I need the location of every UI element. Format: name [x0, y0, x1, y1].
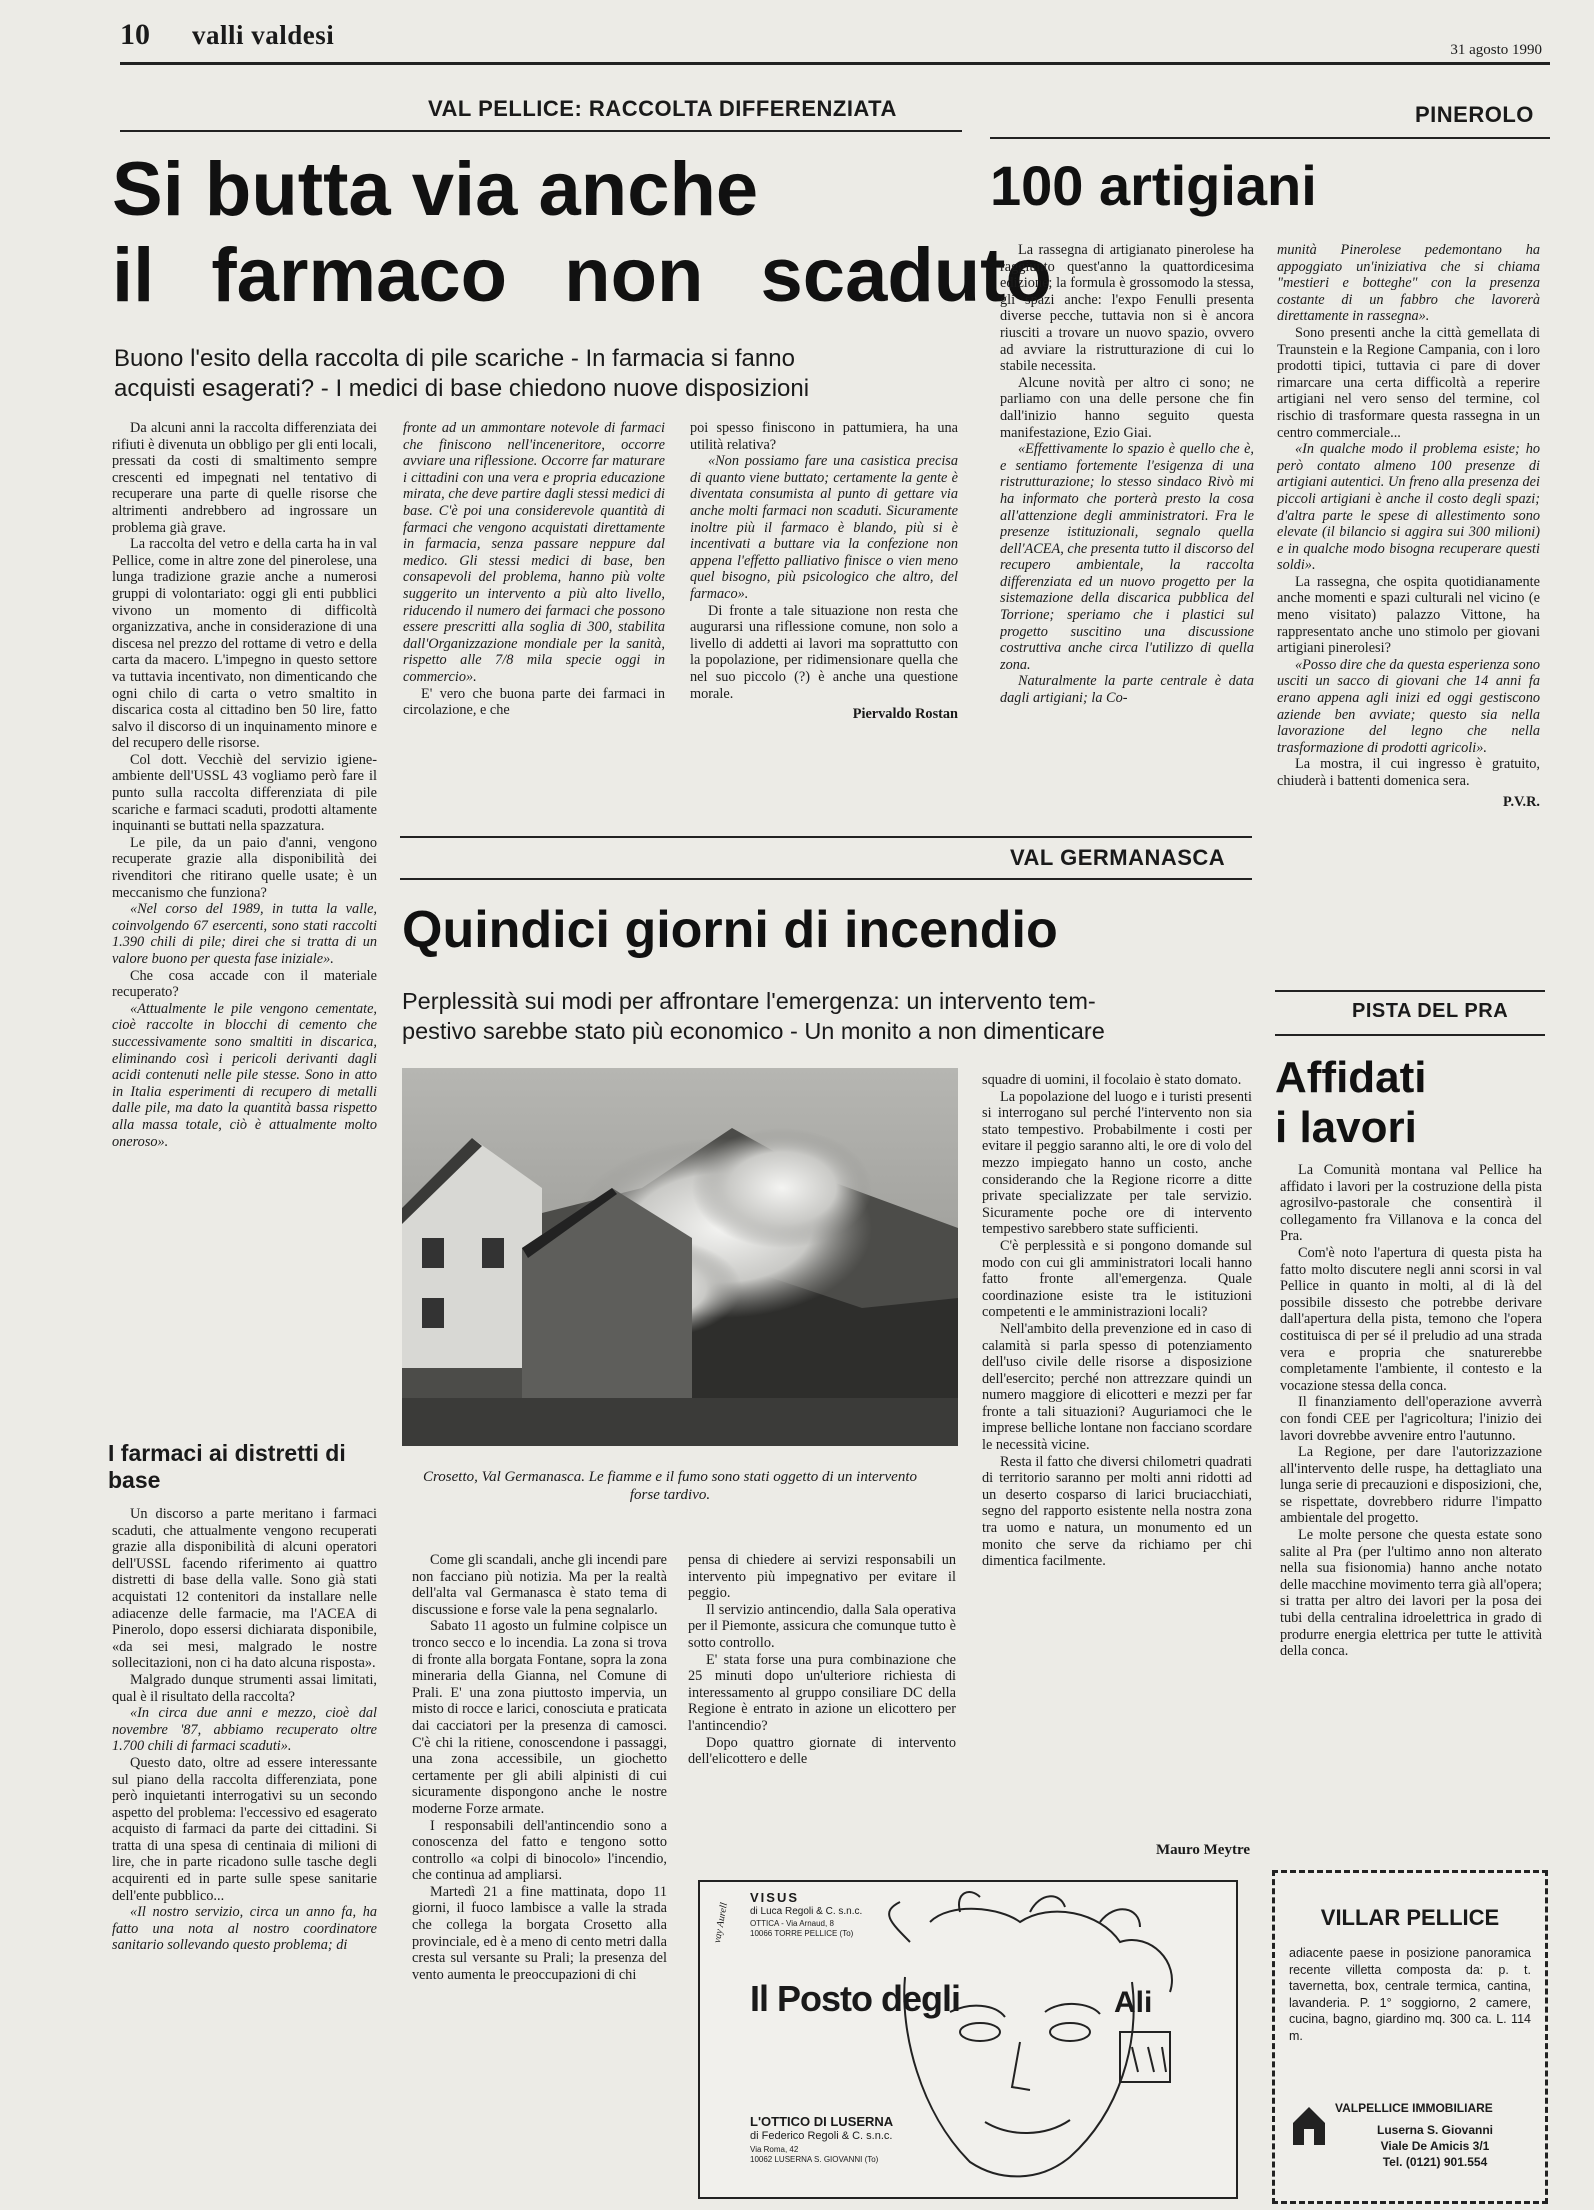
paragraph: «Posso dire che da questa esperienza sono usciti un sacco di giovani che 14 anni fa erano appena agli inizi ed oggi gestiscono aziende ben avviate; questo sia nella lavorazione del legno che nella trasformazione di prodotti agricoli».: [1277, 656, 1540, 756]
paragraph: Le pile, da un paio d'anni, vengono recuperate grazie alla disponibilità dei rivenditori che ritirano quelle usate; è un meccanismo che funziona?: [112, 834, 377, 901]
farmaco-col3-body: [690, 420, 958, 702]
paragraph: Malgrado dunque strumenti assai limitati, qual è il risultato della raccolta?: [112, 1671, 377, 1705]
paragraph: La mostra, il cui ingresso è gratuito, chiuderà i battenti domenica sera.: [1277, 756, 1540, 789]
pista-col-body: [1280, 1162, 1542, 1660]
kicker-rule-left: [120, 130, 962, 132]
paragraph: Che cosa accade con il materiale recuperato?: [112, 967, 377, 1001]
ad-villar-address-1: Luserna S. Giovanni: [1376, 2123, 1494, 2137]
headline-incendio: Quindici giorni di incendio: [402, 901, 1058, 959]
artigiani-column-1: [1000, 242, 1254, 827]
paragraph: Il servizio antincendio, dalla Sala operativa per il Piemonte, assicura che comunque tutto è sotto controllo.: [688, 1601, 956, 1651]
paragraph: I responsabili dell'antincendio sono a conoscenza del fatto e tengono sotto controllo «a colpi di binocolo» l'incendio, che continua ad ampliarsi.: [412, 1817, 667, 1884]
photo-illustration: [402, 1068, 958, 1446]
incendio-column-a: [412, 1552, 667, 2207]
paragraph: Come gli scandali, anche gli incendi pare non facciano più notizia. Ma per la realtà dell'alta val Germanasca è stato tema di discussione e forse vale la pena segnalarlo.: [412, 1552, 667, 1618]
signature-meytre: Mauro Meytre: [1156, 1842, 1250, 1858]
farmaco-column-1b: [112, 1506, 377, 2206]
ad-visus-brand: VISUS: [750, 1890, 800, 1905]
ad-visus-line1: di Luca Regoli & C. s.n.c.: [750, 1906, 863, 1917]
ad-visus-shop-line2: Via Roma, 42: [750, 2145, 799, 2154]
ad-visus-line2: OTTICA - Via Arnaud, 8: [750, 1919, 834, 1928]
farmaco-col1b-body: [112, 1506, 377, 1954]
paragraph: «Nel corso del 1989, in tutta la valle, coinvolgendo 67 esercenti, sono stati raccolti 1.390 chili di pile; direi che si tratta di un valore buono per questa fase iniziale».: [112, 901, 377, 967]
germanasca-top-rule: [400, 836, 1252, 838]
paragraph: munità Pinerolese pedemontano ha appoggiato un'iniziativa che si chiama "mestieri e botteghe" con la presenza costante di un fabbro che lavorerà direttamente in rassegna».: [1277, 242, 1540, 325]
artigiani-col1-body: [1000, 242, 1254, 707]
ad-visus-slogan-ali: Ali: [1114, 1986, 1153, 2019]
paragraph: La popolazione del luogo e i turisti presenti si interrogano sul perché l'intervento non sia stato tempestivo. Probabilmente i costi per evitare il peggio saranno alti, le ore di volo del mezzo impiegato hanno un costo, anche considerando che la Regione ricorre a ditte private specializzate per tale servizio. Sicuramente poche ore di intervento tempestivo sarebbero state sufficienti.: [982, 1088, 1252, 1238]
paragraph: Di fronte a tale situazione non resta che augurarsi una riflessione comune, non solo a livello di addetti ai lavori ma soprattutto con la popolazione, per ridimensionare quella che nel suo piccolo (?) è anche una questione morale.: [690, 602, 958, 702]
paragraph: Un discorso a parte meritano i farmaci scaduti, che attualmente vengono recuperati grazie alla disponibilità di alcuni operatori dell'USSL facendo riferimento ai quattro distretti di base della valle. Sono già stati acquistati 12 contenitori da installare nelle adiacenze delle farmacie, ma l'ACEA di Pinerolo, dopo essersi dichiarata disponibile, «da sei mesi, malgrado le nostre sollecitazioni, non ci ha dato alcuna risposta».: [112, 1506, 377, 1672]
pista-rule: [1275, 1034, 1545, 1036]
ad-villar-address-2: Viale De Amicis 3/1: [1380, 2139, 1490, 2153]
ad-villar-phone: Tel. (0121) 901.554: [1382, 2155, 1488, 2169]
paragraph: E' stata forse una pura combinazione che 25 minuti dopo un'ulteriore richiesta di interessamento al gruppo consiliare DC della Regione è entrato in azione un elicottero per l'antincendio?: [688, 1651, 956, 1734]
paragraph: Le molte persone che questa estate sono salite al Pra (per l'ultimo anno non alterato nella sua fisionomia) hanno anche notato delle macchine movimento terra già all'opera; si tratta per altro dei lavori per la posa dei tubi della centralina idroelettrica in grado di produrre energia elettrica per tutte le attività della conca.: [1280, 1527, 1542, 1660]
farmaco-col1-body: [112, 420, 377, 1150]
pista-top-rule: [1275, 990, 1545, 992]
farmaco-col2-body: [403, 420, 665, 719]
ad-visus-artist: vay Aurell: [712, 1901, 730, 1944]
farmaco-subhead: I farmaci ai distretti di base: [108, 1440, 346, 1493]
paragraph: C'è perplessità e si pongono domande sul modo con cui gli amministratori locali hanno fatto fronte all'emergenza. Quale coordinazione esiste tra le istituzioni competenti e le amministrazioni locali?: [982, 1237, 1252, 1321]
paragraph: Nell'ambito della prevenzione ed in caso di calamità si parla spesso di potenziamento dell'uso civile delle risorse a disposizione dell'esercito; perché non attrezzare quindi un numero maggiore di elicotteri e mezzi per far fronte a tali situazioni? Auguriamoci che le imprese belliche lontane non facciano scordare le necessità vicine.: [982, 1320, 1252, 1454]
paragraph: Questo dato, oltre ad essere interessante sul piano della raccolta differenziata, pone però inquietanti interrogativi su un secondo aspetto del problema: l'eccessivo ed esagerato acquisto di farmaci da parte dei cittadini. Si tratta di una spesa di centinaia di milioni di lire, che in parte ricadono sulle tasche degli acquirenti ed in parte sulle spese sanitarie dell'ente pubblico...: [112, 1754, 377, 1904]
kicker-rule-right: [990, 137, 1550, 139]
headline-farmaco-line2: il farmaco non scaduto: [112, 233, 1052, 318]
ad-visus-shop-line1: di Federico Regoli & C. s.n.c.: [750, 2130, 893, 2142]
paragraph: Alcune novità per altro ci sono; ne parliamo con una delle persone che fin dall'inizio hanno seguito questa manifestazione, Ezio Giai.: [1000, 374, 1254, 441]
paragraph: La rassegna di artigianato pinerolese ha raggiunto quest'anno la quattordicesima edizione; la formula è grossomodo la stessa, gli spazi anche: l'expo Fenulli presenta diverse pecche, tuttavia non si è ancora riusciti a trovare un nuovo spazio, ovvero ad avviare la ristrutturazione di cui lo stabile necessita.: [1000, 242, 1254, 375]
paragraph: Sabato 11 agosto un fulmine colpisce un tronco secco e lo incendia. La zona si trova di fronte alla borgata Fontane, sopra la zona mineraria della Gianna, nel Comune di Prali. E' una zona piuttosto impervia, un misto di rocce e larici, conosciuta e praticata dai cacciatori per la presenza di camosci. C'è chi la ritiene, conoscendone i passaggi, una zona accessibile, un giochetto certamente per gli abili alpinisti di cui sicuramente dispongono anche le nostre moderne Forze armate.: [412, 1618, 667, 1817]
paper-name: valli valdesi: [192, 20, 335, 50]
headline-pista-line1: Affidati: [1275, 1053, 1427, 1102]
masthead-rule: [120, 62, 1550, 65]
ad-villar-pellice: [1272, 1870, 1548, 2204]
paragraph: La raccolta del vetro e della carta ha in val Pellice, come in altre zone del pinerolese, una lunga tradizione grazie anche a numerosi gruppi di volontariato: oggi gli enti pubblici vivono un momento di difficoltà organizzativa, anche in considerazione di una discesa nel prezzo del rottame di vetro e della carta da macero. L'impegno in questo settore va tuttavia incentivato, non dimenticando che ogni chilo di carta o vetro smaltito in discarica costa al cittadino ben 50 lire, fatto salvo il discorso di un inquinamento minore e del recupero delle risorse.: [112, 536, 377, 752]
incendio-colC-body: [982, 1072, 1252, 1570]
paragraph: Il finanziamento dell'operazione avverrà con fondi CEE per l'agricoltura; l'inizio dei lavori dovrebbe avvenire entro l'autunno.: [1280, 1394, 1542, 1444]
paragraph: E' vero che buona parte dei farmaci in circolazione, e che: [403, 685, 665, 719]
paragraph: Naturalmente la parte centrale è data dagli artigiani; la Co-: [1000, 673, 1254, 707]
ad-visus-slogan-text: Il Posto degli: [750, 1978, 961, 2019]
house-key-icon: [1289, 2101, 1329, 2152]
ad-visus-slogan: [750, 1978, 960, 2020]
paragraph: «Non possiamo fare una casistica precisa di quanto viene buttato; certamente la gente è diventata consumista al punto di gettare via anche molti farmaci non scaduti. Sicuramente inoltre più il farmaco è blando, più si è incentivati a buttare via la confezione non appena l'effetto palliativo finisce o vien meno quel bisogno, più psicologico che altro, del farmaco».: [690, 453, 958, 602]
ad-villar-title: VILLAR PELLICE: [1320, 1905, 1500, 1930]
paragraph: Martedì 21 a fine mattinata, dopo 11 giorni, il fuoco lambisce a valle la strada che collega la borgata Crosetto alla provinciale, ed è a meno di cento metri dalla cresta sul versante su Prali; la presenza del vento aumenta le preoccupazioni di chi: [412, 1883, 667, 1983]
paragraph: «In qualche modo il problema esiste; ho però contato almeno 100 presenze di artigiani autentici. Un freno alla presenza dei piccoli artigiani è anche il costo degli spazi; d'altra parte le spese di allestimento sono elevate (il bilancio si aggira sui 300 milioni) e in qualche modo bisogna recuperare questi soldi».: [1277, 441, 1540, 574]
paragraph: Col dott. Vecchiè del servizio igiene-ambiente dell'USSL 43 vogliamo però fare il punto sulla raccolta differenziata di pile scariche e farmaci scaduti, prodotti altamente inquinanti se buttati nella spazzatura.: [112, 751, 377, 835]
ad-visus-line3: 10066 TORRE PELLICE (To): [750, 1929, 854, 1938]
paragraph: squadre di uomini, il focolaio è stato domato.: [982, 1072, 1242, 1088]
headline-artigiani: 100 artigiani: [990, 154, 1317, 217]
headline-pista-line2: i lavori: [1275, 1103, 1417, 1152]
ad-visus-shop: L'OTTICO DI LUSERNA: [750, 2114, 894, 2129]
masthead: [120, 14, 1550, 58]
paragraph: La Comunità montana val Pellice ha affidato i lavori per la costruzione della pista agrosilvo-pastorale che consentirà il collegamento fra Villanova e la conca del Pra.: [1280, 1162, 1542, 1245]
incendio-colB-body: [688, 1552, 956, 1768]
incendio-column-b: [688, 1552, 956, 1812]
page-number: 10: [120, 18, 150, 51]
photo-caption: Crosetto, Val Germanasca. Le fiamme e il fumo sono stati oggetto di un intervento forse tardivo.: [423, 1469, 917, 1503]
farmaco-column-2: [403, 420, 665, 820]
issue-date: 31 agosto 1990: [1450, 42, 1542, 58]
paragraph: «Effettivamente lo spazio è quello che è, e sentiamo fortemente l'esigenza di una ristrutturazione; lo stesso sindaco Rivò mi ha informato che porterà presto la cosa all'attenzione degli amministratori. Fra le presenze istituzionali, segnalo quella dell'ACEA, che presenta tutto il discorso del recupero ambientale, la raccolta differenziata ed un nuovo progetto per la sistemazione della discarica pubblica del Torrione; speriamo che i plastici sul progetto suscitino una discussione costruttiva anche circa l'utilizzo di quella zona.: [1000, 441, 1254, 673]
paragraph: La rassegna, che ospita quotidianamente anche momenti e spazi culturali nel vicino (e meno visitato) palazzo Vittone, ha rappresentato anche uno stimolo per giovani artigiani pinerolesi?: [1277, 573, 1540, 657]
paragraph: «In circa due anni e mezzo, cioè dal novembre '87, abbiamo recuperato oltre 1.700 chili di farmaci scaduti».: [112, 1705, 377, 1755]
incendio-colA-body: [412, 1552, 667, 1983]
artigiani-column-2: [1277, 242, 1540, 982]
section-kicker-val-pellice: VAL PELLICE: RACCOLTA DIFFERENZIATA: [428, 96, 897, 121]
ad-visus: [698, 1880, 1238, 2199]
germanasca-rule: [400, 878, 1252, 880]
section-kicker-val-germanasca: VAL GERMANASCA: [1010, 845, 1226, 870]
signature-rostan: Piervaldo Rostan: [852, 706, 958, 723]
artigiani-col2-body: [1277, 242, 1540, 790]
paragraph: fronte ad un ammontare notevole di farmaci che finiscono nell'inceneritore, occorre avviare una riflessione. Occorre far maturare i cittadini con una vera e propria educazione mirata, che deve partire dagli stessi medici di base. C'è poi una considerevole quantità di farmaci che vengono acquistati direttamente in farmacia, senza passare neppure dal medico. Gli stessi medici di base, ben consapevoli del problema, hanno più volte suggerito un intervento a più alto livello, riducendo il numero dei farmaci che possono essere prescritti alla soglia di 300, stabilita dall'Organizzazione mondiale per la sanità, rispetto alle 7/8 mila specie oggi in commercio».: [403, 420, 665, 685]
headline-farmaco-line1: Si butta via anche: [112, 147, 759, 232]
paragraph: «Il nostro servizio, circa un anno fa, ha fatto una nota al nostro coordinatore sanitario sollevando questo problema; di: [112, 1904, 377, 1954]
farmaco-column-3: [690, 420, 958, 820]
paragraph: Resta il fatto che diversi chilometri quadrati di territorio saranno per molti anni ridotti ad un deserto cosparso di larici bruciacchiati, segno del rapporto esistente nella nostra zona tra uomo e natura, un monumento ed un monito che serve da richiamo per chi dimentica facilmente.: [982, 1453, 1252, 1570]
paragraph: Sono presenti anche la città gemellata di Traunstein e la Regione Campania, con i loro prodotti tipici, tuttavia ci pare di dover rimarcare una certa difficoltà a reperire artigiani nel vero senso del termine, col rischio di trasformare questa rassegna in un centro commerciale...: [1277, 324, 1540, 441]
section-kicker-pista: PISTA DEL PRA: [1352, 1000, 1509, 1022]
paragraph: poi spesso finiscono in pattumiera, ha una utilità relativa?: [690, 420, 958, 453]
paragraph: «Attualmente le pile vengono cementate, cioè raccolte in blocchi di cemento che successivamente sono smaltiti in discarica, eliminando così i pericoli derivanti dagli acidi contenuti nelle pile stesse. Sono in atto in Italia esperimenti di recupero di metalli dalle pile, ma dato la quantità bassa rispetto alla massa totale, ciò è attualmente molto oneroso».: [112, 1000, 377, 1150]
ad-villar-agency: VALPELLICE IMMOBILIARE: [1335, 2101, 1493, 2115]
paragraph: Com'è noto l'apertura di questa pista ha fatto molto discutere negli anni scorsi in val Pellice in quanto in molti, al di là del possibile dissesto che potrebbe derivare dall'apertura della pista, temono che l'opera costituisca di per sé il preludio ad una strada vera e propria che snaturerebbe completamente l'ambiente, il contesto e la vocazione stessa della conca.: [1280, 1244, 1542, 1394]
photo-crosetto-fire: [402, 1068, 958, 1446]
pista-column: [1280, 1162, 1542, 1850]
paragraph: La Regione, per dare l'autorizzazione all'intervento delle ruspe, ha dettagliato una lunga serie di precauzioni e disposizioni, che, se rispettate, dovrebbero ridurre l'impatto ambientale del progetto.: [1280, 1444, 1542, 1527]
ad-villar-text: adiacente paese in posizione panoramica recente villetta composta da: p. t. tavernetta, box, centrale termica, cantina, lavanderia. P. 1° soggiorno, 2 camere, cucina, bagno, giardino mq. 300 ca. L. 114 m.: [1289, 1946, 1531, 2043]
farmaco-column-1: [112, 420, 377, 1420]
deck-farmaco-line2: acquisti esagerati? - I medici di base chiedono nuove disposizioni: [114, 375, 810, 402]
signature-pvr: P.V.R.: [1503, 793, 1540, 810]
paragraph: Da alcuni anni la raccolta differenziata dei rifiuti è divenuta un obbligo per gli enti locali, pressati da costi di smaltimento sempre crescenti ed impegnati nel tentativo di recuperare una parte di quelle risorse che altrimenti andrebbero ad ingrossare un problema già grave.: [112, 420, 377, 536]
deck-incendio-line1: Perplessità sui modi per affrontare l'emergenza: un intervento tem-: [402, 988, 1096, 1014]
deck-incendio-line2: pestivo sarebbe stato più economico - Un monito a non dimenticare: [402, 1018, 1105, 1044]
paragraph: pensa di chiedere ai servizi responsabili un intervento più impegnativo per evitare il peggio.: [688, 1552, 956, 1602]
section-kicker-pinerolo: PINEROLO: [1415, 102, 1534, 127]
paragraph: Dopo quattro giornate di intervento dell'elicottero e delle: [688, 1734, 956, 1768]
deck-farmaco-line1: Buono l'esito della raccolta di pile scariche - In farmacia si fanno: [114, 345, 795, 372]
incendio-column-c: [982, 1072, 1252, 1892]
ad-visus-shop-line3: 10062 LUSERNA S. GIOVANNI (To): [750, 2155, 879, 2164]
